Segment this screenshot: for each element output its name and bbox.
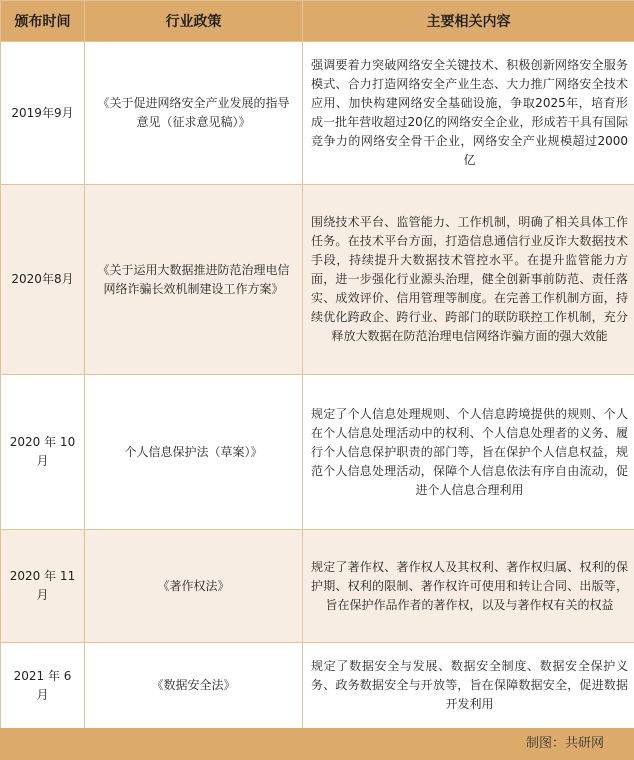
table-header-row	[1, 1, 634, 42]
row-policy: 《关于促进网络安全产业发展的指导意见（征求意见稿）》	[85, 42, 303, 185]
source-footer	[0, 728, 634, 760]
table-row	[1, 42, 634, 185]
table-row	[1, 375, 634, 530]
row-policy: 《著作权法》	[85, 530, 303, 643]
row-date: 2020 年 11 月	[1, 530, 85, 643]
row-content: 围绕技术平台、监管能力、工作机制，明确了相关具体工作任务。在技术平台方面，打造信息通信行业反诈大数据技术手段，持续提升大数据技术管控水平。在提升监管能力方面，进一步强化行业源头治理，健全创新事前防范、责任落实、成效评价、信用管理等制度。在完善工作机制方面，持续优化跨政企、跨行业、跨部门的联防联控工作机制，充分释放大数据在防范治理电信网络诈骗方面的强大效能	[303, 185, 634, 375]
table-row	[1, 530, 634, 643]
source-credit: 制图：共研网	[525, 736, 604, 751]
row-date: 2021 年 6 月	[1, 643, 85, 729]
row-policy: 《关于运用大数据推进防范治理电信网络诈骗长效机制建设工作方案》	[85, 185, 303, 375]
table-row	[1, 643, 634, 729]
header-date: 颁布时间	[1, 1, 85, 42]
row-content: 强调要着力突破网络安全关键技术、积极创新网络安全服务模式、合力打造网络安全产业生态、大力推广网络安全技术应用、加快构建网络安全基础设施，争取2025年，培育形成一批年营收超过20亿的网络安全企业，形成若干具有国际竞争力的网络安全骨干企业，网络安全产业规模超过2000亿	[303, 42, 634, 185]
row-date: 2020年8月	[1, 185, 85, 375]
row-policy: 个人信息保护法（草案）》	[85, 375, 303, 530]
row-date: 2019年9月	[1, 42, 85, 185]
row-content: 规定了个人信息处理规则、个人信息跨境提供的规则、个人在个人信息处理活动中的权利、个人信息处理者的义务、履行个人信息保护职责的部门等，旨在保护个人信息权益，规范个人信息处理活动，保障个人信息依法有序自由流动，促进个人信息合理利用	[303, 375, 634, 530]
row-date: 2020 年 10 月	[1, 375, 85, 530]
header-policy: 行业政策	[85, 1, 303, 42]
row-policy: 《数据安全法》	[85, 643, 303, 729]
header-content: 主要相关内容	[303, 1, 634, 42]
table-row	[1, 185, 634, 375]
row-content: 规定了数据安全与发展、数据安全制度、数据安全保护义务、政务数据安全与开放等，旨在保障数据安全，促进数据开发利用	[303, 643, 634, 729]
row-content: 规定了著作权、著作权人及其权利、著作权归属、权利的保护期、权利的限制、著作权许可使用和转让合同、出版等，旨在保护作品作者的著作权，以及与著作权有关的权益	[303, 530, 634, 643]
